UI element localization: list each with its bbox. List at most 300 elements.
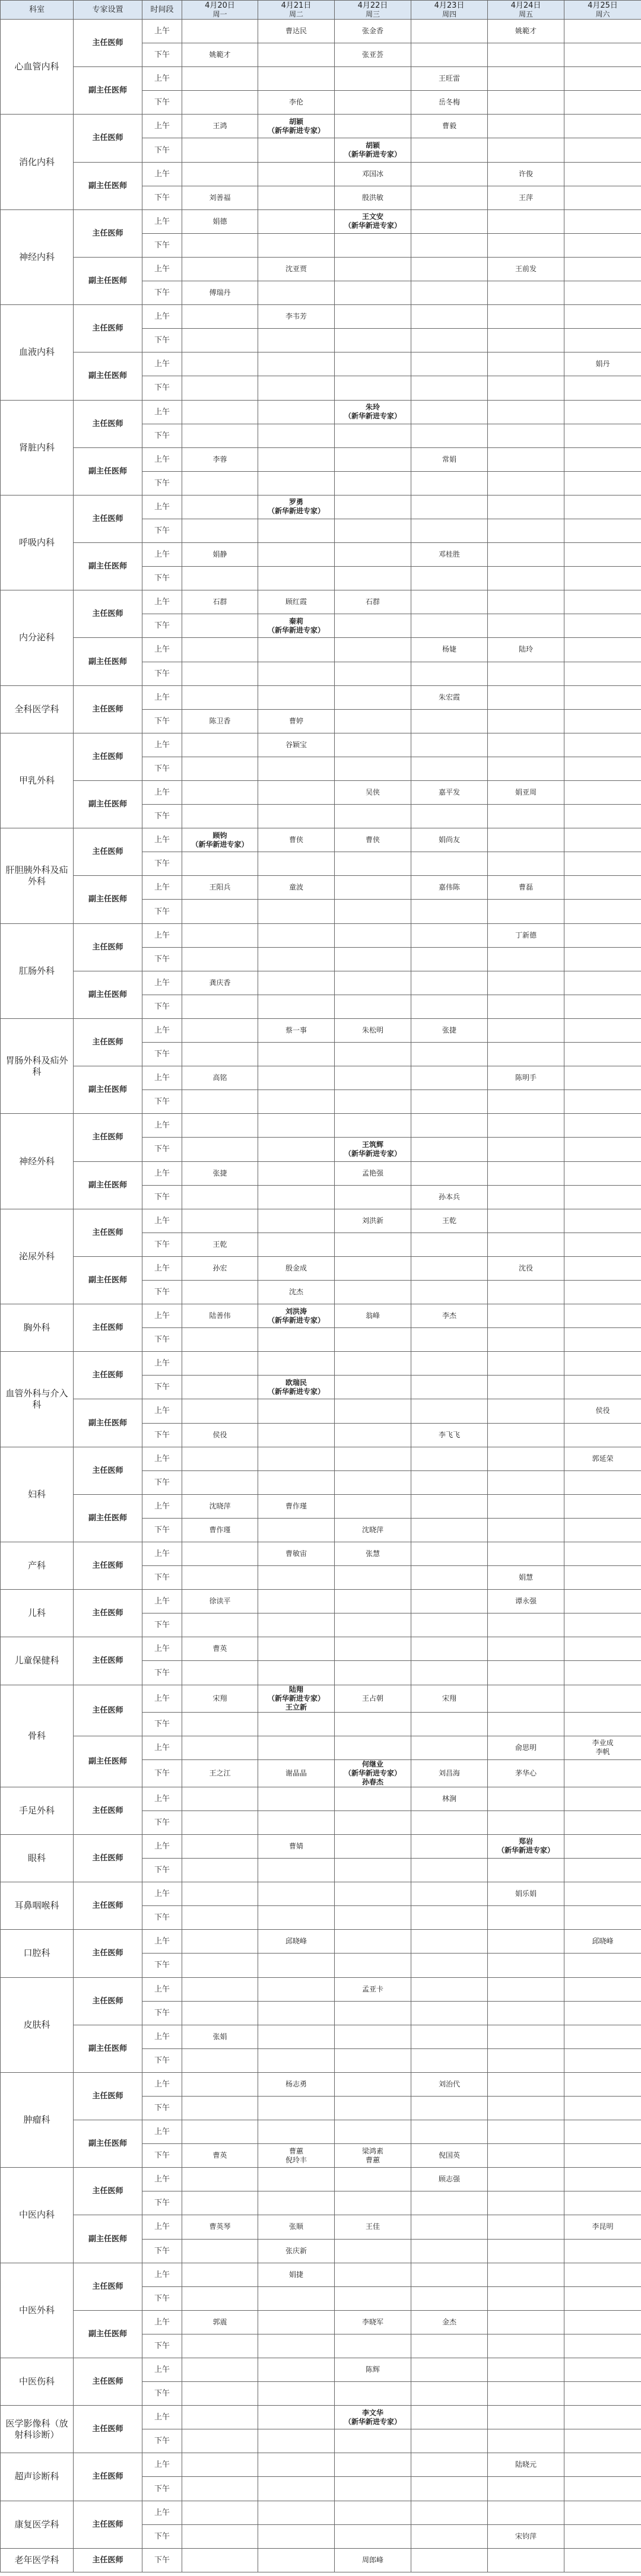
expert-level: 主任医师 [74, 685, 142, 733]
doctor-cell [258, 1494, 335, 1518]
department-name[interactable]: 儿科 [1, 1590, 74, 1637]
expert-level: 副主任医师 [74, 447, 142, 495]
doctor-cell [488, 971, 564, 995]
expert-level: 主任医师 [74, 115, 142, 162]
department-name[interactable]: 呼吸内科 [1, 495, 74, 590]
doctor-name: 何继业 [361, 1759, 383, 1768]
doctor-cell [411, 1759, 488, 1787]
doctor-cell [564, 162, 641, 186]
doctor-name: 王乾 [212, 1240, 227, 1249]
doctor-cell [182, 20, 258, 43]
doctor-cell [335, 805, 411, 828]
expert-level: 主任医师 [74, 2406, 142, 2453]
doctor-cell [488, 2382, 564, 2406]
time-period: 上午 [142, 2215, 182, 2239]
doctor-cell [564, 1470, 641, 1494]
doctor-cell [335, 2477, 411, 2501]
doctor-cell [488, 471, 564, 495]
schedule-row [1, 495, 641, 519]
doctor-cell [411, 67, 488, 91]
doctor-cell [258, 1787, 335, 1810]
expert-level: 主任医师 [74, 1352, 142, 1399]
doctor-cell [258, 1637, 335, 1661]
doctor-cell [258, 1138, 335, 1161]
doctor-cell [335, 1930, 411, 1954]
doctor-cell [335, 900, 411, 923]
expert-level: 主任医师 [74, 1930, 142, 1977]
time-period: 上午 [142, 876, 182, 900]
doctor-cell [335, 2310, 411, 2334]
department-name[interactable]: 皮肤科 [1, 1977, 74, 2072]
doctor-cell [411, 900, 488, 923]
time-period: 下午 [142, 1906, 182, 1930]
doctor-cell [564, 233, 641, 257]
time-period: 下午 [142, 1810, 182, 1834]
doctor-cell [488, 1736, 564, 1759]
doctor-cell [182, 1066, 258, 1090]
doctor-cell [488, 1399, 564, 1423]
doctor-cell [258, 1661, 335, 1685]
time-period: 上午 [142, 1494, 182, 1518]
doctor-cell [182, 662, 258, 685]
doctor-cell [182, 1138, 258, 1161]
doctor-cell [488, 662, 564, 685]
doctor-cell [335, 1661, 411, 1685]
doctor-name: 胡颖 [365, 141, 380, 150]
doctor-cell [411, 2548, 488, 2572]
doctor-cell [258, 2120, 335, 2144]
doctor-cell [564, 43, 641, 67]
time-period: 上午 [142, 2358, 182, 2382]
doctor-cell [258, 995, 335, 1018]
department-name[interactable]: 全科医学科 [1, 685, 74, 733]
department-name[interactable]: 中医伤科 [1, 2358, 74, 2406]
header-period: 时间段 [142, 1, 182, 20]
expert-level: 主任医师 [74, 2168, 142, 2215]
doctor-cell [411, 2382, 488, 2406]
doctor-cell [335, 662, 411, 685]
doctor-name: 朱玲 [365, 403, 380, 412]
time-period: 下午 [142, 805, 182, 828]
expert-level: 副主任医师 [74, 876, 142, 923]
doctor-cell [411, 923, 488, 947]
doctor-cell [335, 209, 411, 233]
doctor-name: 嘉平发 [438, 788, 460, 797]
doctor-cell [258, 1185, 335, 1209]
department-name[interactable]: 甲乳外科 [1, 733, 74, 828]
doctor-cell [411, 43, 488, 67]
doctor-cell [335, 2358, 411, 2382]
doctor-cell [335, 923, 411, 947]
doctor-cell [182, 2144, 258, 2168]
doctor-cell [335, 352, 411, 376]
doctor-cell [488, 91, 564, 115]
doctor-cell [564, 1185, 641, 1209]
doctor-name: 王旺雷 [438, 74, 460, 83]
expert-level: 副主任医师 [74, 1161, 142, 1209]
department-name[interactable]: 肛肠外科 [1, 923, 74, 1018]
doctor-cell [564, 1114, 641, 1138]
department-name[interactable]: 老年医学科 [1, 2548, 74, 2572]
doctor-name: 侯役 [212, 1430, 227, 1439]
doctor-cell [335, 471, 411, 495]
doctor-cell [411, 662, 488, 685]
doctor-cell [182, 138, 258, 162]
doctor-cell [335, 685, 411, 709]
schedule-row [1, 1736, 641, 1759]
doctor-cell [335, 1954, 411, 1977]
doctor-cell [488, 1304, 564, 1328]
doctor-cell [335, 828, 411, 852]
doctor-cell [488, 1470, 564, 1494]
doctor-name: 宋翔 [212, 1694, 227, 1702]
time-period: 上午 [142, 543, 182, 567]
doctor-cell [258, 1352, 335, 1376]
time-period: 下午 [142, 1859, 182, 1882]
department-name[interactable]: 骨科 [1, 1685, 74, 1787]
doctor-cell [411, 971, 488, 995]
doctor-cell [564, 923, 641, 947]
doctor-cell [488, 852, 564, 876]
schedule-row [1, 1542, 641, 1566]
schedule-row [1, 2215, 641, 2239]
doctor-cell [335, 1352, 411, 1376]
doctor-cell [411, 1233, 488, 1256]
doctor-name: 常娟 [442, 455, 456, 463]
doctor-cell [564, 709, 641, 733]
doctor-cell [411, 1043, 488, 1066]
doctor-cell [564, 2191, 641, 2215]
doctor-cell [411, 1810, 488, 1834]
department-name[interactable]: 泌尿外科 [1, 1209, 74, 1304]
schedule-row [1, 2406, 641, 2429]
expert-level: 副主任医师 [74, 971, 142, 1018]
department-name[interactable]: 儿童保健科 [1, 1637, 74, 1685]
doctor-cell [488, 115, 564, 138]
doctor-cell [488, 2453, 564, 2477]
doctor-cell [258, 1736, 335, 1759]
department-name[interactable]: 口腔科 [1, 1930, 74, 1977]
doctor-cell [258, 1066, 335, 1090]
department-name[interactable]: 神经内科 [1, 209, 74, 304]
doctor-cell [335, 1882, 411, 1906]
doctor-cell [258, 1209, 335, 1233]
doctor-cell [488, 1759, 564, 1787]
doctor-cell [182, 1233, 258, 1256]
department-name[interactable]: 神经外科 [1, 1114, 74, 1209]
doctor-cell [411, 1736, 488, 1759]
doctor-cell [182, 709, 258, 733]
doctor-cell [411, 638, 488, 662]
department-name[interactable]: 胸外科 [1, 1304, 74, 1352]
doctor-cell [182, 1977, 258, 2001]
doctor-cell [182, 876, 258, 900]
doctor-cell [564, 209, 641, 233]
doctor-cell [335, 733, 411, 757]
expert-level: 副主任医师 [74, 1256, 142, 1304]
doctor-cell [258, 1930, 335, 1954]
doctor-cell [411, 1882, 488, 1906]
doctor-cell [335, 2001, 411, 2025]
time-period: 上午 [142, 923, 182, 947]
schedule-row [1, 1114, 641, 1138]
schedule-row [1, 400, 641, 424]
department-name[interactable]: 眼科 [1, 1834, 74, 1882]
doctor-cell [258, 2501, 335, 2524]
time-period: 下午 [142, 2334, 182, 2358]
department-name[interactable]: 手足外科 [1, 1787, 74, 1834]
expert-level: 主任医师 [74, 1882, 142, 1930]
doctor-cell [258, 757, 335, 780]
department-name[interactable]: 医学影像科（放射科诊断） [1, 2406, 74, 2453]
doctor-cell [411, 1161, 488, 1185]
doctor-cell [335, 614, 411, 638]
department-name[interactable]: 超声诊断科 [1, 2453, 74, 2501]
expert-level: 副主任医师 [74, 352, 142, 400]
doctor-cell [335, 1685, 411, 1712]
header-dept: 科室 [1, 1, 74, 20]
doctor-cell [182, 376, 258, 400]
doctor-name: （新华新进专家） [191, 840, 249, 849]
doctor-cell [182, 495, 258, 519]
department-name[interactable]: 胃肠外科及疝外科 [1, 1018, 74, 1113]
time-period: 上午 [142, 1736, 182, 1759]
time-period: 下午 [142, 1712, 182, 1736]
schedule-row [1, 828, 641, 852]
doctor-cell [258, 1090, 335, 1114]
doctor-cell [488, 20, 564, 43]
doctor-cell [564, 590, 641, 614]
department-name[interactable]: 心血管内科 [1, 20, 74, 115]
doctor-cell [258, 1590, 335, 1613]
doctor-cell [258, 352, 335, 376]
doctor-cell [564, 2239, 641, 2263]
doctor-cell [488, 162, 564, 186]
department-name[interactable]: 肾脏内科 [1, 400, 74, 495]
doctor-cell [335, 709, 411, 733]
doctor-cell [182, 2501, 258, 2524]
doctor-name: 邱晓峰 [592, 1937, 614, 1946]
expert-level: 主任医师 [74, 2072, 142, 2120]
doctor-cell [182, 1590, 258, 1613]
doctor-cell [335, 1256, 411, 1280]
department-name[interactable]: 中医内科 [1, 2168, 74, 2263]
doctor-cell [335, 567, 411, 590]
time-period: 下午 [142, 1328, 182, 1352]
doctor-cell [335, 1736, 411, 1759]
doctor-cell [182, 1043, 258, 1066]
doctor-cell [335, 281, 411, 305]
doctor-cell [258, 2096, 335, 2120]
doctor-cell [182, 2429, 258, 2453]
doctor-cell [411, 1138, 488, 1161]
doctor-cell [488, 2310, 564, 2334]
doctor-cell [258, 1280, 335, 1304]
time-period: 上午 [142, 257, 182, 281]
department-name[interactable]: 血液内科 [1, 305, 74, 400]
schedule-row [1, 20, 641, 43]
doctor-cell [258, 2382, 335, 2406]
doctor-cell [488, 1256, 564, 1280]
time-period: 下午 [142, 567, 182, 590]
doctor-name: 娟慧 [518, 1573, 533, 1582]
time-period: 上午 [142, 1637, 182, 1661]
doctor-cell [182, 1518, 258, 1542]
doctor-cell [564, 971, 641, 995]
time-period: 下午 [142, 1566, 182, 1590]
doctor-cell [182, 2548, 258, 2572]
doctor-name: 沈亚贾 [285, 264, 307, 273]
doctor-cell [488, 1712, 564, 1736]
doctor-cell [258, 43, 335, 67]
doctor-cell [488, 638, 564, 662]
department-name[interactable]: 血管外科与介入科 [1, 1352, 74, 1447]
doctor-cell [258, 2215, 335, 2239]
doctor-cell [258, 2358, 335, 2382]
doctor-cell [182, 2453, 258, 2477]
doctor-cell [258, 1566, 335, 1590]
department-name[interactable]: 内分泌科 [1, 590, 74, 685]
doctor-cell [182, 543, 258, 567]
doctor-cell [564, 805, 641, 828]
doctor-name: 李伦 [288, 98, 303, 107]
doctor-cell [488, 1977, 564, 2001]
doctor-cell [411, 1930, 488, 1954]
doctor-name: （新华新进专家） [497, 1846, 554, 1855]
doctor-cell [335, 1185, 411, 1209]
doctor-cell [488, 2239, 564, 2263]
time-period: 下午 [142, 471, 182, 495]
schedule-row [1, 447, 641, 471]
doctor-name: 倪玲丰 [285, 2155, 307, 2164]
schedule-row [1, 685, 641, 709]
doctor-cell [488, 1930, 564, 1954]
doctor-cell [258, 2001, 335, 2025]
doctor-cell [411, 138, 488, 162]
doctor-cell [411, 2310, 488, 2334]
doctor-cell [564, 2477, 641, 2501]
time-period: 上午 [142, 2120, 182, 2144]
department-name[interactable]: 肿瘤科 [1, 2072, 74, 2167]
doctor-name: 秦莉 [288, 617, 303, 625]
doctor-name: 曹达民 [285, 27, 307, 36]
doctor-cell [564, 2453, 641, 2477]
schedule-row [1, 1977, 641, 2001]
doctor-cell [564, 1018, 641, 1042]
doctor-cell [564, 1712, 641, 1736]
department-name[interactable]: 妇科 [1, 1447, 74, 1542]
doctor-cell [335, 1590, 411, 1613]
time-period: 上午 [142, 1066, 182, 1090]
doctor-cell [335, 1518, 411, 1542]
doctor-cell [335, 1161, 411, 1185]
doctor-name: 宋钧萍 [515, 2531, 537, 2540]
doctor-cell [335, 1090, 411, 1114]
department-name[interactable]: 产科 [1, 1542, 74, 1590]
doctor-cell [488, 1423, 564, 1447]
department-name[interactable]: 消化内科 [1, 115, 74, 209]
doctor-cell [564, 2048, 641, 2072]
schedule-row [1, 1685, 641, 1712]
doctor-cell [564, 1977, 641, 2001]
doctor-cell [564, 424, 641, 447]
doctor-name: 谭永强 [515, 1597, 537, 1606]
doctor-cell [182, 447, 258, 471]
doctor-cell [411, 1352, 488, 1376]
schedule-row [1, 1256, 641, 1280]
doctor-cell [488, 1859, 564, 1882]
doctor-cell [411, 828, 488, 852]
department-name[interactable]: 肝胆胰外科及疝外科 [1, 828, 74, 923]
doctor-cell [335, 2453, 411, 2477]
doctor-cell [258, 1712, 335, 1736]
time-period: 上午 [142, 971, 182, 995]
doctor-cell [564, 1542, 641, 1566]
doctor-cell [182, 1834, 258, 1858]
doctor-cell [335, 1399, 411, 1423]
doctor-cell [182, 805, 258, 828]
doctor-cell [411, 614, 488, 638]
doctor-cell [411, 471, 488, 495]
doctor-cell [488, 1661, 564, 1685]
doctor-cell [564, 2382, 641, 2406]
doctor-name: 李帆 [595, 1748, 610, 1756]
expert-level: 主任医师 [74, 1447, 142, 1494]
doctor-cell [411, 543, 488, 567]
expert-level: 主任医师 [74, 209, 142, 257]
doctor-cell [258, 1518, 335, 1542]
doctor-cell [182, 1930, 258, 1954]
doctor-cell [564, 329, 641, 352]
doctor-cell [258, 709, 335, 733]
time-period: 下午 [142, 91, 182, 115]
time-period: 下午 [142, 662, 182, 685]
doctor-name: 王立新 [285, 1702, 307, 1711]
doctor-cell [564, 995, 641, 1018]
doctor-name: 顾志强 [438, 2175, 460, 2184]
doctor-cell [411, 1470, 488, 1494]
doctor-cell [564, 1043, 641, 1066]
time-period: 上午 [142, 2453, 182, 2477]
doctor-cell [182, 1161, 258, 1185]
doctor-cell [564, 1376, 641, 1399]
doctor-cell [488, 1542, 564, 1566]
department-name[interactable]: 康复医学科 [1, 2501, 74, 2548]
doctor-cell [411, 2286, 488, 2310]
doctor-cell [488, 1834, 564, 1858]
doctor-cell [411, 305, 488, 329]
time-period: 下午 [142, 1423, 182, 1447]
department-name[interactable]: 耳鼻咽喉科 [1, 1882, 74, 1930]
doctor-name: 刘善福 [209, 193, 231, 202]
doctor-name: 丁新德 [515, 930, 537, 939]
doctor-cell [564, 1685, 641, 1712]
department-name[interactable]: 中医外科 [1, 2263, 74, 2358]
doctor-cell [258, 2524, 335, 2548]
doctor-cell [564, 662, 641, 685]
doctor-cell [564, 2001, 641, 2025]
time-period: 下午 [142, 900, 182, 923]
doctor-cell [258, 805, 335, 828]
doctor-cell [488, 2263, 564, 2286]
doctor-cell [411, 2072, 488, 2096]
time-period: 下午 [142, 2144, 182, 2168]
doctor-cell [411, 376, 488, 400]
doctor-cell [182, 2191, 258, 2215]
doctor-name: 娟捷 [288, 2270, 303, 2279]
doctor-name: 曹毅 [442, 122, 456, 131]
doctor-cell [411, 352, 488, 376]
